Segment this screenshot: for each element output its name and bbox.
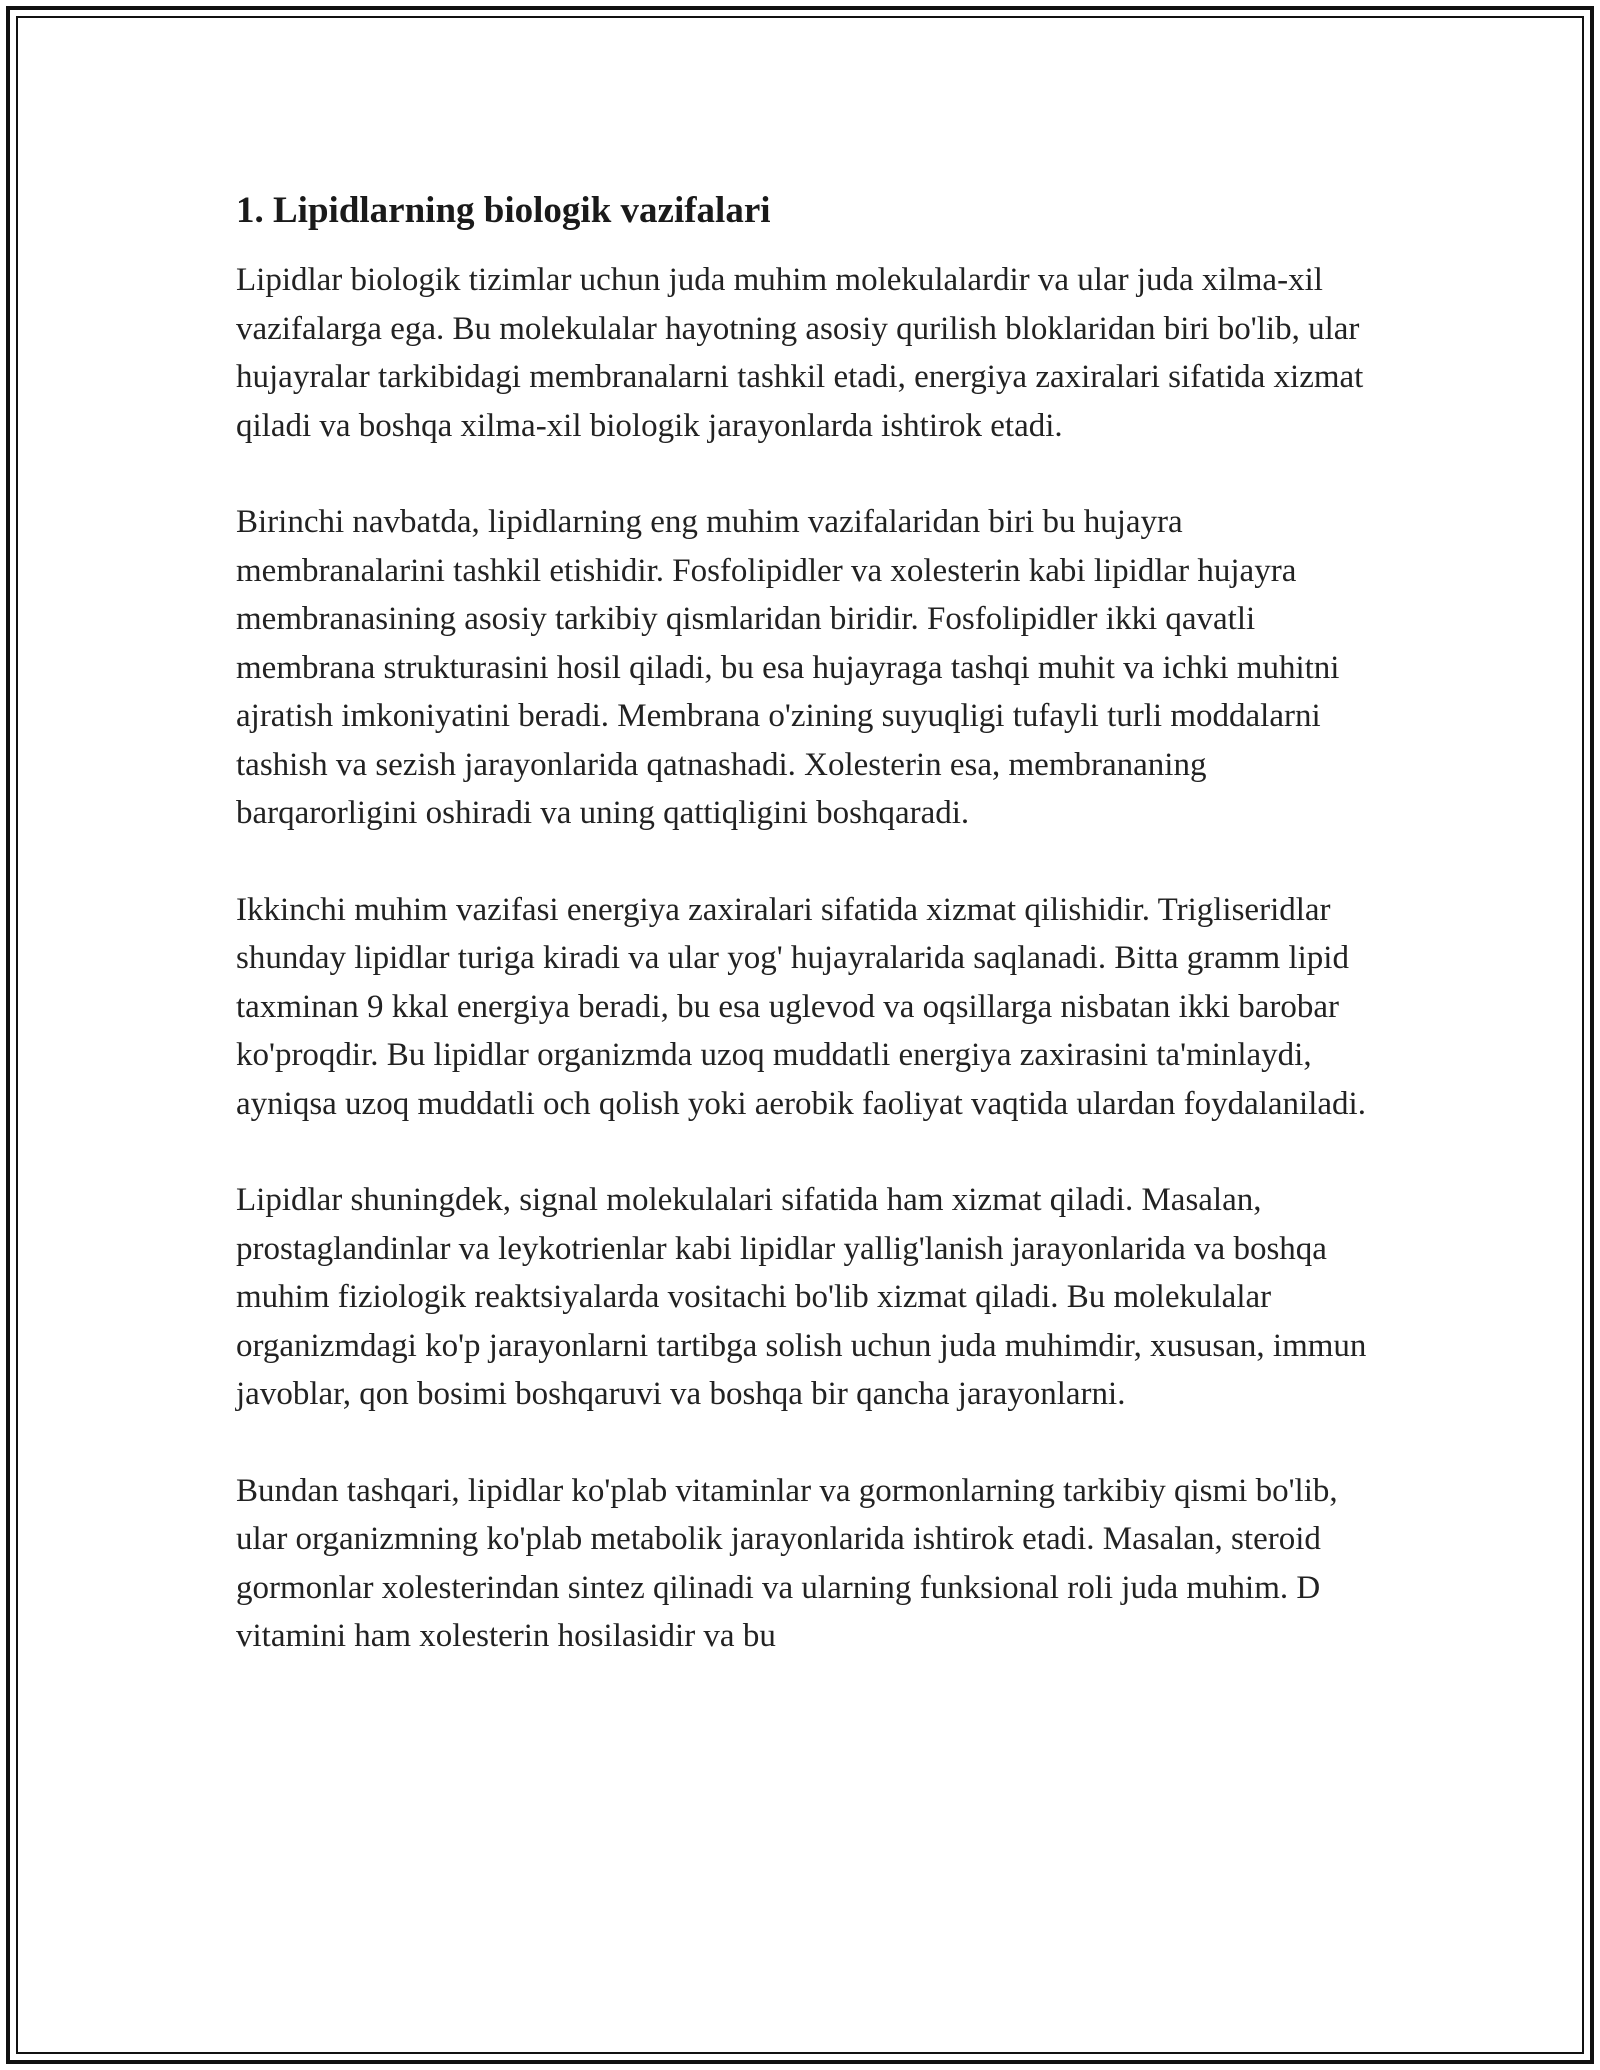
section-heading: 1. Lipidlarning biologik vazifalari (236, 190, 771, 231)
paragraph-membranes: Birinchi navbatda, lipidlarning eng muhim vazifalaridan biri bu hujayra membranalarini tashkil etishidir. Fosfolipidler va xolesterin kabi lipidlar hujayra membranasining asosiy tarkibiy qismlaridan biridir. Fosfolipidler ikki qavatli membrana strukturasini hosil qiladi, bu esa hujayraga tashqi muhit va ichki muhitni ajratish imkoniyatini beradi. Membrana o'zining suyuqligi tufayli turli moddalarni tashish va sezish jarayonlarida qatnashadi. Xolesterin esa, membrananing barqarorligini oshiradi va uning qattiqligini boshqaradi. (236, 504, 1340, 831)
paragraph-vitamins-hormones: Bundan tashqari, lipidlar ko'plab vitaminlar va gormonlarning tarkibiy qismi bo'lib, ular organizmning ko'plab metabolik jarayonlarida ishtirok etadi. Masalan, steroid gormonlar xolesterindan sintez qilinadi va ularning funksional roli juda muhim. D vitamini ham xolesterin hosilasidir va bu (236, 1472, 1338, 1654)
document-body (236, 186, 1386, 1709)
paragraph-energy: Ikkinchi muhim vazifasi energiya zaxiralari sifatida xizmat qilishidir. Trigliseridlar shunday lipidlar turiga kiradi va ular yog' hujayralarida saqlanadi. Bitta gramm lipid taxminan 9 kkal energiya beradi, bu esa uglevod va oqsillarga nisbatan ikki barobar ko'proqdir. Bu lipidlar organizmda uzoq muddatli energiya zaxirasini ta'minlaydi, ayniqsa uzoq muddatli och qolish yoki aerobik faoliyat vaqtida ulardan foydalaniladi. (236, 891, 1366, 1122)
paragraph-intro: Lipidlar biologik tizimlar uchun juda muhim molekulalardir va ular juda xilma-xil vazifalarga ega. Bu molekulalar hayotning asosiy qurilish bloklaridan biri bo'lib, ular hujayralar tarkibidagi membranalarni tashkil etadi, energiya zaxiralari sifatida xizmat qiladi va boshqa xilma-xil biologik jarayonlarda ishtirok etadi. (236, 262, 1364, 444)
paragraph-signaling: Lipidlar shuningdek, signal molekulalari sifatida ham xizmat qiladi. Masalan, prostaglandinlar va leykotrienlar kabi lipidlar yallig'lanish jarayonlarida va boshqa muhim fiziologik reaktsiyalarda vositachi bo'lib xizmat qiladi. Bu molekulalar organizmdagi ko'p jarayonlarni tartibga solish uchun juda muhimdir, xususan, immun javoblar, qon bosimi boshqaruvi va boshqa bir qancha jarayonlarni. (236, 1182, 1367, 1412)
